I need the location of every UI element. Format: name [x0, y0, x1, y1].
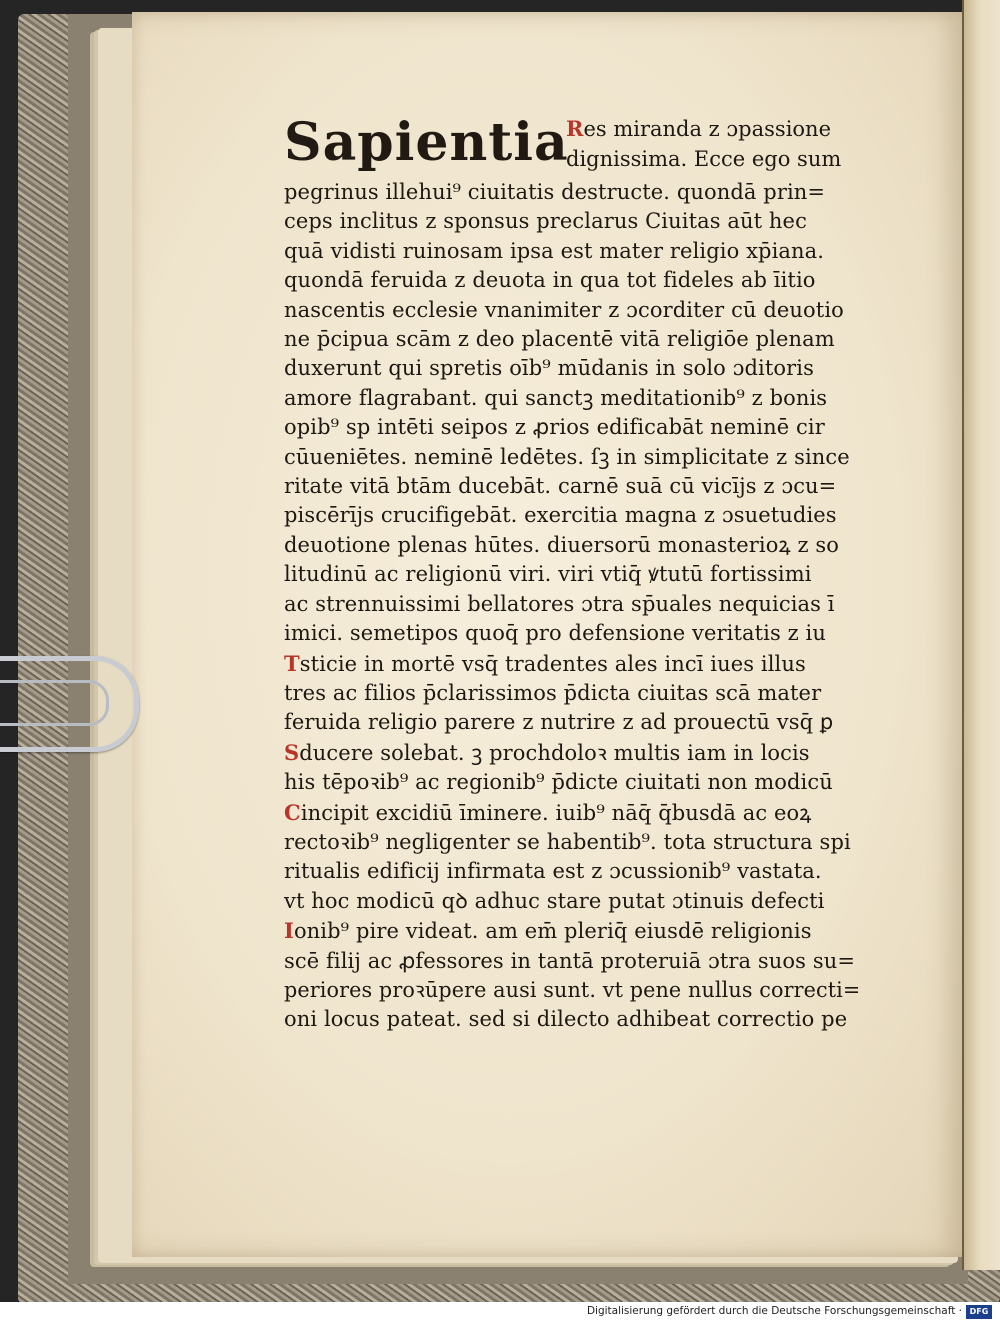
- text-line: [284, 738, 860, 768]
- line-text: onib⁹ pire videat. am em̄ pleriq̄ eiusdē religionis: [293, 919, 812, 944]
- line-text: ritualis edificij infirmata est z ɔcussionib⁹ vastata.: [284, 859, 822, 884]
- line-text: dignissima. Ecce ego sum: [566, 147, 842, 171]
- text-line: [284, 531, 860, 560]
- text-line: [284, 679, 860, 708]
- incipit-initial: S: [284, 112, 323, 173]
- line-text: vt hoc modicū qꝺ adhuc stare putat ɔtinuis defecti: [284, 888, 825, 913]
- line-text: nascentis ecclesie vnanimiter z ɔcorditer cū deuotio: [284, 297, 844, 322]
- line-text: incipit excidiū īminere. iuib⁹ nāq̄ q̄busdā ac eoꝝ: [300, 800, 812, 825]
- text-line: [284, 916, 860, 946]
- text-line: [284, 947, 860, 976]
- line-text: litudinū ac religionū viri. viri vtiq̄ ꝟtutū fortissimi: [284, 562, 812, 587]
- line-text: imici. semetipos quoq̄ pro defensione veritatis z iu: [284, 621, 826, 646]
- line-text: scē filij ac ꝓfessores in tantā proteruiā ɔtra suos su=: [284, 948, 856, 973]
- text-line: [284, 798, 860, 828]
- line-text: piscērījs crucifigebāt. exercitia magna z ɔsuetudies: [284, 503, 837, 528]
- line-text: quondā feruida z deuota in qua tot fideles ab īitio: [284, 268, 816, 293]
- line-text: cūueniētes. neminē ledētes. ſꝫ in simplicitate z since: [284, 444, 850, 469]
- text-line: [284, 857, 860, 886]
- text-line: [284, 296, 860, 325]
- incipit-word: [284, 112, 569, 174]
- text-line: [284, 560, 860, 589]
- text-line: [284, 619, 860, 648]
- text-line: [284, 325, 860, 354]
- heading-lines: [566, 114, 860, 174]
- heading-line: [566, 114, 860, 144]
- text-line: [284, 354, 860, 383]
- funding-credit: Digitalisierung gefördert durch die Deutsche Forschungsgemeinschaft ·: [586, 1305, 962, 1317]
- rubricated-initial: C: [284, 799, 301, 825]
- line-text: duxerunt qui spretis oīb⁹ mūdanis in solo ɔditoris: [284, 356, 814, 381]
- line-text: feruida religio parere z nutrire z ad prouectū vsq̄ ꝑ: [284, 710, 834, 735]
- text-line: [284, 178, 860, 207]
- line-text: periores proꝛūpere ausi sunt. vt pene nullus correcti=: [284, 977, 861, 1002]
- text-line: [284, 828, 860, 857]
- line-text: amore flagrabant. qui sanctꝫ meditationib⁹ z bonis: [284, 385, 828, 410]
- line-text: sticie in mortē vsq̄ tradentes ales incī iues illus: [299, 651, 806, 676]
- line-text: quā vidisti ruinosam ipsa est mater religio xp̄iana.: [284, 238, 825, 263]
- footer-bar: [0, 1302, 1000, 1323]
- dfg-logo: DFG: [966, 1305, 992, 1319]
- text-line: [284, 649, 860, 679]
- line-text: opib⁹ sp intēti seipos z ꝓrios edificabāt neminē cir: [284, 415, 825, 440]
- line-text: ac strennuissimi bellatores ɔtra sp̄uales nequicias ī: [284, 591, 835, 616]
- rubricated-initial: R: [566, 116, 584, 141]
- line-text: ne p̄cipua scām z deo placentē vitā religiōe plenam: [284, 327, 835, 352]
- line-text: ducere solebat. ꝫ prochdoloꝛ multis iam in locis: [299, 740, 810, 765]
- text-line: [284, 976, 861, 1005]
- line-text: pegrinus illehui⁹ ciuitatis destructe. quondā prin=: [284, 180, 826, 204]
- text-line: [284, 1005, 860, 1034]
- incipit-row: [284, 112, 860, 178]
- line-text: rectoꝛib⁹ negligenter se habentib⁹. tota structura spi: [284, 829, 851, 854]
- line-text: ritate vitā btām ducebāt. carnē suā cū vicījs z ɔcu=: [284, 474, 837, 499]
- line-text: es miranda z ɔpassione: [583, 117, 832, 141]
- text-line: [284, 266, 860, 295]
- text-line: [284, 887, 860, 916]
- line-text: tres ac filios p̄clarissimos p̄dicta ciuitas scā mater: [284, 680, 822, 705]
- text-line: [284, 384, 860, 413]
- text-line: [284, 590, 860, 619]
- text-block: [284, 112, 860, 1035]
- text-line: [284, 237, 860, 266]
- text-line: [284, 708, 860, 737]
- paper-clip-inner: [0, 680, 109, 726]
- text-line: [284, 413, 860, 442]
- text-line: [284, 443, 860, 472]
- line-text: oni locus pateat. sed si dilecto adhibeat correctio pe: [284, 1007, 848, 1032]
- text-line: [284, 472, 860, 501]
- rubricated-initial: I: [284, 918, 294, 944]
- facing-page-edge: [962, 0, 1000, 1270]
- line-text: his tēpoꝛib⁹ ac regionib⁹ p̄dicte ciuitati non modicū: [284, 770, 833, 795]
- text-line: [284, 768, 860, 797]
- line-text: ceps inclitus z sponsus preclarus Ciuitas aūt hec: [284, 209, 807, 234]
- rubricated-initial: T: [284, 650, 300, 676]
- body-lines: [284, 178, 860, 1035]
- incipit-rest: apientia: [322, 112, 569, 173]
- rubricated-initial: S: [284, 739, 300, 765]
- text-line: [284, 207, 860, 236]
- heading-line: [566, 144, 860, 174]
- text-line: [284, 501, 860, 530]
- line-text: deuotione plenas hūtes. diuersorū monasterioꝝ z so: [284, 532, 840, 557]
